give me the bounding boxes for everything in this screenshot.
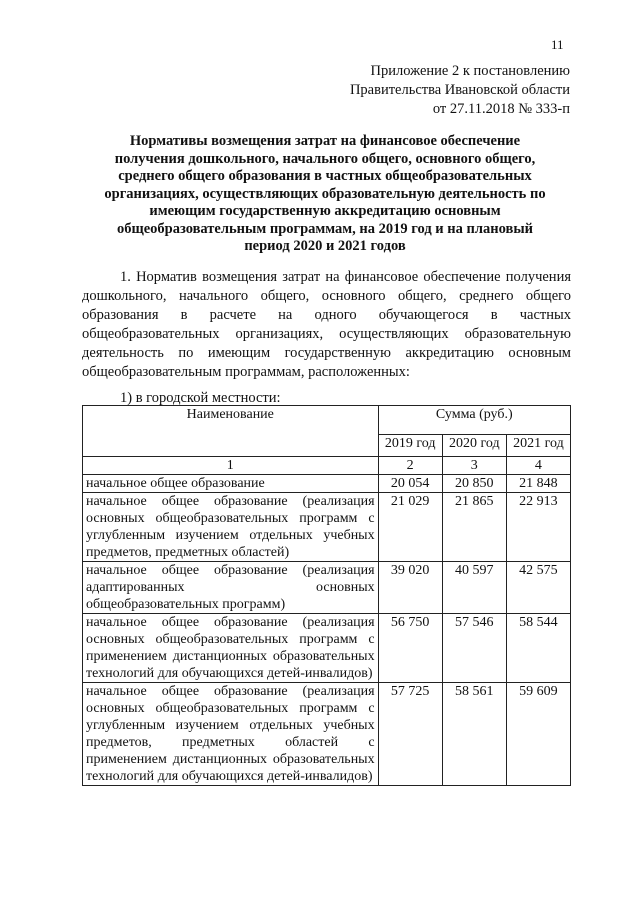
page-number: 11 [551,37,564,52]
header-year-2021: 2021 год [506,435,570,457]
column-number: 1 [83,457,379,475]
table-row [83,475,571,493]
row-name: начальное общее образование (реализация основных общеобразовательных программ с углубленным изучением отдельных учебных предметов, предметных областей) [83,493,379,562]
row-value: 57 546 [442,614,506,683]
row-value: 40 597 [442,562,506,614]
row-name: начальное общее образование [83,475,379,493]
row-value: 22 913 [506,493,570,562]
row-value: 20 054 [378,475,442,493]
row-value: 20 850 [442,475,506,493]
table-row [83,683,571,786]
row-value: 21 865 [442,493,506,562]
row-value: 21 848 [506,475,570,493]
row-name: начальное общее образование (реализация адаптированных основных общеобразовательных программ) [83,562,379,614]
row-value: 58 544 [506,614,570,683]
row-value: 42 575 [506,562,570,614]
appendix-line-1: Приложение 2 к постановлению [370,63,570,79]
intro-paragraph [82,268,571,382]
appendix-block [270,62,570,119]
header-sum: Сумма (руб.) [378,406,570,435]
row-value: 56 750 [378,614,442,683]
table-row [83,562,571,614]
row-value: 57 725 [378,683,442,786]
row-name: начальное общее образование (реализация основных общеобразовательных программ с применением дистанционных образовательных технологий для обучающихся детей-инвалидов) [83,614,379,683]
column-number: 3 [442,457,506,475]
appendix-line-3: от 27.11.2018 № 333-п [432,101,570,117]
document-title: Нормативы возмещения затрат на финансовое обеспечение получения дошкольного, начального общего, основного общего, среднего общего образования в частных общеобразовательных организациях, осуществляющих образовательную деятельность по имеющим государственную аккредитацию основным общеобразовательным программам, на 2019 год и на плановый период 2020 и 2021 годов [104,133,546,254]
intro-paragraph-text: 1. Норматив возмещения затрат на финансовое обеспечение получения дошкольного, начального общего, основного общего, среднего общего образования в расчете на одного обучающегося в частных общеобразовательных организациях, осуществляющих образовательную деятельность по имеющим государственную аккредитацию основным общеобразовательным программам, расположенных: [82,269,571,380]
column-number-row [83,457,571,475]
row-value: 39 020 [378,562,442,614]
table-row [83,614,571,683]
table-row [83,493,571,562]
row-name: начальное общее образование (реализация основных общеобразовательных программ с углубленным изучением отдельных учебных предметов, предметных областей с применением дистанционных образовательных технологий для обучающихся детей-инвалидов) [83,683,379,786]
norms-table [82,405,571,786]
header-year-2019: 2019 год [378,435,442,457]
appendix-line-2: Правительства Ивановской области [349,82,570,98]
row-value: 21 029 [378,493,442,562]
section-subheading: 1) в городской местности: [120,390,281,406]
column-number: 4 [506,457,570,475]
column-number: 2 [378,457,442,475]
header-year-2020: 2020 год [442,435,506,457]
row-value: 59 609 [506,683,570,786]
header-name: Наименование [83,406,379,457]
row-value: 58 561 [442,683,506,786]
